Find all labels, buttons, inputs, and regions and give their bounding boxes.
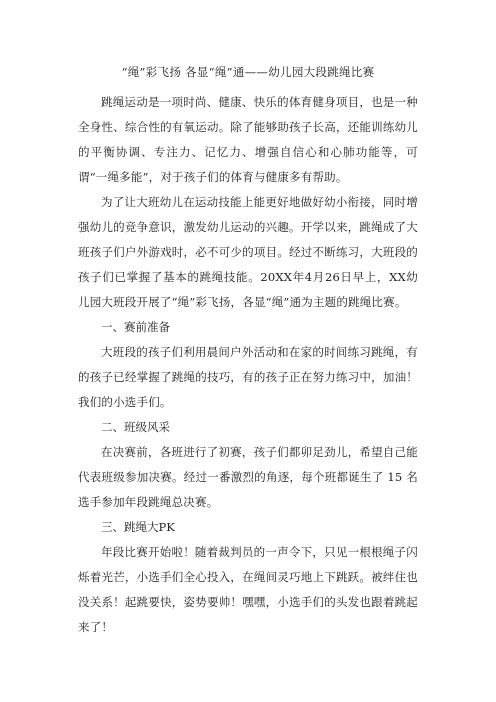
document-body bbox=[78, 90, 418, 640]
intro-paragraph-1: 跳绳运动是一项时尚、健康、快乐的体育健身项目，也是一种全身性、综合性的有氧运动。除了能够助孩子长高，还能训练幼儿的平衡协调、专注力、记忆力、增强自信心和心肺功能等，可谓“一绳多能”，对于孩子们的体育与健康多有帮助。 bbox=[78, 95, 418, 184]
section-heading-preparation: 一、赛前准备 bbox=[101, 320, 170, 334]
document-title: “绳”彩飞扬 各显“绳”通——幼儿园大段跳绳比赛 bbox=[121, 65, 375, 79]
section-heading-class-style: 二、班级风采 bbox=[101, 420, 170, 434]
section-text-class-style: 在决赛前，各班进行了初赛，孩子们都卯足劲儿，希望自己能代表班级参加决赛。经过一番激烈的角逐，每个班都诞生了 15 名选手参加年段跳绳总决赛。 bbox=[78, 445, 418, 509]
intro-paragraph-2: 为了让大班幼儿在运动技能上能更好地做好幼小衔接，同时增强幼儿的竞争意识，激发幼儿运动的兴趣。开学以来，跳绳成了大班孩子们户外游戏时，必不可少的项目。经过不断练习，大班段的孩子们已掌握了基本的跳绳技能。20XX年4月26日早上，XX幼儿园大班段开展了“绳”彩飞扬，各显“绳”通为主题的跳绳比赛。 bbox=[78, 195, 418, 309]
section-text-pk: 年段比赛开始啦！随着裁判员的一声令下，只见一根根绳子闪烁着光芒，小选手们全心投入，在绳间灵巧地上下跳跃。被绊住也没关系！起跳要快，姿势要帅！嘿嘿，小选手们的头发也跟着跳起来了！ bbox=[78, 545, 418, 634]
section-text-preparation: 大班段的孩子们利用晨间户外活动和在家的时间练习跳绳，有的孩子已经掌握了跳绳的技巧，有的孩子正在努力练习中，加油！我们的小选手们。 bbox=[78, 345, 418, 409]
section-heading-pk: 三、跳绳大PK bbox=[101, 520, 175, 534]
